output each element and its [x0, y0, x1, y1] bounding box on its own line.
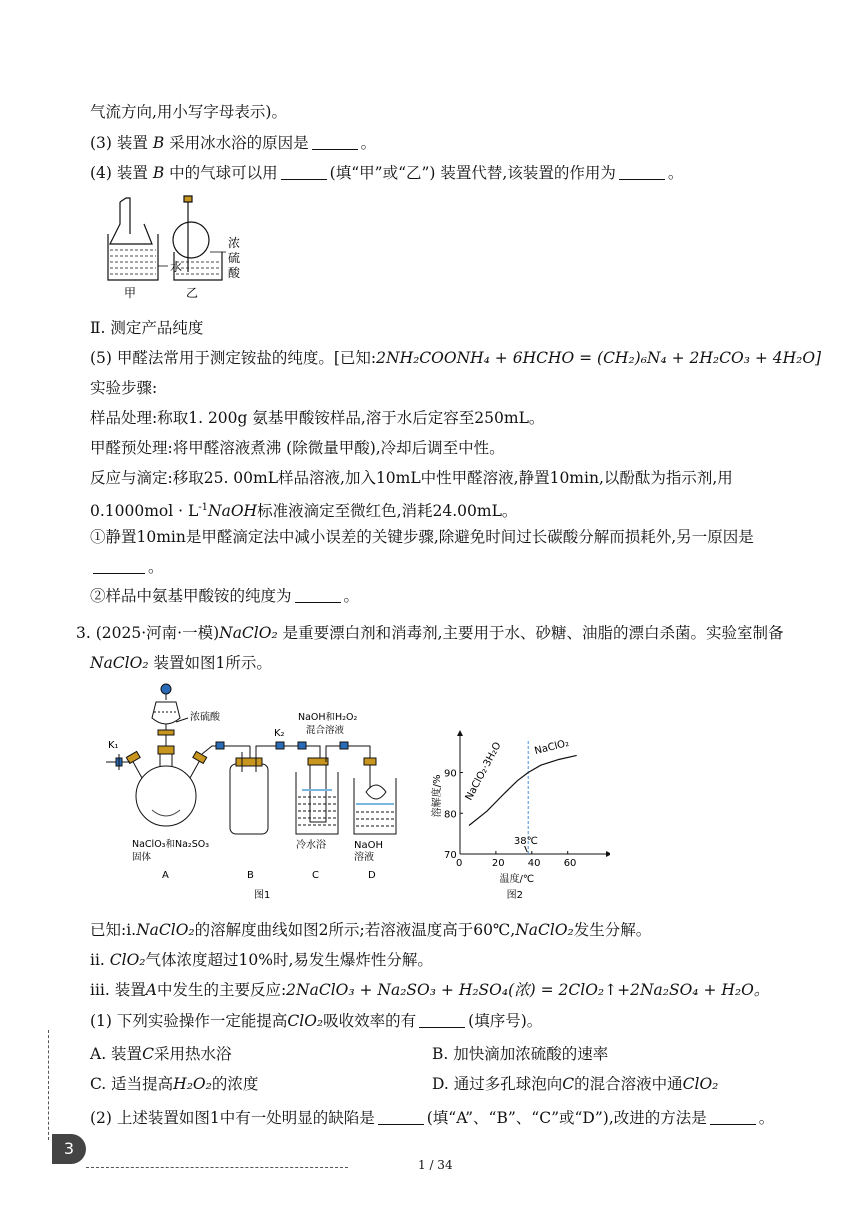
- bottle-B: [230, 752, 268, 834]
- tube-C-to-D: [326, 742, 370, 792]
- answer-blank[interactable]: [93, 559, 145, 574]
- x-axis-arrow: [606, 851, 610, 857]
- round-flask-A: [126, 746, 206, 826]
- part-1-question: (1) 下列实验操作一定能提高ClO₂吸收效率的有 (填序号)。: [90, 1012, 543, 1030]
- text-line-1: 气流方向,用小写字母表示)。: [90, 103, 287, 121]
- x-tick-label: 20: [491, 858, 505, 869]
- answer-blank[interactable]: [295, 588, 341, 603]
- y-axis-arrow: [457, 730, 463, 736]
- reaction-step-2: $0.1000mol \cdot L^{-1}NaOH$标准液滴定至微红色,消耗24.00mL。: [90, 502, 518, 521]
- known-i: 已知:ⅰ.NaClO₂的溶解度曲线如图2所示;若溶液温度高于60℃,NaClO₂发生分解。: [90, 921, 652, 939]
- pretreat-step: 甲醛预处理:将甲醛溶液煮沸 (除微量甲酸),冷却后调至中性。: [90, 439, 505, 457]
- valve-K1: [106, 754, 130, 770]
- x-tick-label: 60: [563, 858, 577, 869]
- label-naoh-1: NaOH: [354, 840, 383, 851]
- answer-blank[interactable]: [419, 1013, 465, 1028]
- answer-blank[interactable]: [619, 165, 665, 180]
- answer-blank[interactable]: [312, 135, 358, 150]
- series-label: NaClO₂·3H₂O: [463, 740, 504, 803]
- label-k2: K₂: [274, 728, 285, 739]
- sample-step: 样品处理:称取1. 200g 氨基甲酸铵样品,溶于水后定容至250mL。: [90, 409, 545, 427]
- part-2-question: (2) 上述装置如图1中有一处明显的缺陷是 (填“A”、“B”、“C”或“D”),改进的方法是 。: [90, 1109, 775, 1127]
- answer-blank[interactable]: [281, 165, 327, 180]
- known-iii: ⅲ. 装置A中发生的主要反应:2NaClO₃ + Na₂SO₃ + H₂SO₄(浓) = 2ClO₂↑+2Na₂SO₄ + H₂O。: [90, 981, 770, 999]
- label-water: 水: [170, 260, 183, 274]
- label-C: C: [312, 870, 319, 881]
- figure-1-apparatus: [102, 682, 402, 904]
- label-yi: 乙: [186, 286, 199, 300]
- answer-blank[interactable]: [710, 1110, 756, 1125]
- dashed-footer-line: [86, 1167, 348, 1168]
- label-mix-1: NaOH和H₂O₂: [298, 712, 358, 723]
- label-acid-2: 硫: [228, 251, 241, 265]
- label-D: D: [368, 870, 376, 881]
- label-B: B: [247, 870, 254, 881]
- question-3-heading: 3. (2025·河南·一模)NaClO₂ 是重要漂白剂和消毒剂,主要用于水、砂糖、油脂的漂白杀菌。实验室制备: [76, 624, 784, 642]
- option-C[interactable]: C. 适当提高H₂O₂的浓度: [90, 1075, 259, 1093]
- separatory-funnel: [152, 684, 188, 750]
- known-ii: ⅱ. ClO₂气体浓度超过10%时,易发生爆炸性分解。: [90, 951, 433, 969]
- option-D[interactable]: D. 通过多孔球泡向C的混合溶液中通ClO₂: [432, 1075, 719, 1093]
- section-2-heading: Ⅱ. 测定产品纯度: [90, 319, 204, 337]
- label-acid-1: 浓: [228, 236, 241, 250]
- answer-blank[interactable]: [378, 1110, 424, 1125]
- apparatus-jia-yi-figure: [100, 192, 260, 302]
- question-5-line: (5) 甲醛法常用于测定铵盐的纯度。[已知:2NH₂COONH₄ + 6HCHO = (CH₂)₆N₄ + 2H₂CO₃ + 4H₂O]: [90, 349, 822, 367]
- question-3-line: (3) 装置 B 采用冰水浴的原因是 。: [90, 134, 377, 152]
- label-solid-2: 固体: [132, 852, 152, 863]
- page-section-tab: 3: [52, 1134, 86, 1164]
- question-4-line: (4) 装置 B 中的气球可以用 (填“甲”或“乙”) 装置代替,该装置的作用为 。: [90, 164, 684, 182]
- x-tick-label: 0: [456, 858, 463, 869]
- x-axis-label: 温度/℃: [499, 874, 535, 885]
- sub-question-1: ①静置10min是甲醛滴定法中减小误差的关键步骤,除避免时间过长碳酸分解而损耗外,另一原因是: [90, 528, 754, 546]
- series-label: NaClO₂: [533, 737, 571, 758]
- y-tick-label: 70: [444, 850, 457, 861]
- y-axis-label: 溶解度/%: [432, 774, 443, 818]
- x-tick-label: 40: [527, 858, 541, 869]
- beaker-D: [354, 758, 396, 834]
- page-number: 1 / 34: [418, 1158, 453, 1172]
- label-acid-3: 酸: [228, 266, 241, 280]
- series-line: [528, 755, 576, 772]
- label-solid-1: NaClO₃和Na₂SO₃: [132, 839, 210, 850]
- label-naoh-2: 溶液: [354, 852, 374, 863]
- label-jia: 甲: [124, 286, 137, 300]
- steps-heading: 实验步骤:: [90, 379, 158, 397]
- reaction-step-1: 反应与滴定:移取25. 00mL样品溶液,加入10mL中性甲醛溶液,静置10min,以酚酞为指示剂,用: [90, 469, 733, 487]
- option-A[interactable]: A. 装置C采用热水浴: [90, 1045, 232, 1063]
- annotation-label: 38℃: [513, 836, 538, 847]
- figure-1-caption: 图1: [254, 890, 271, 901]
- label-k1: K₁: [108, 740, 119, 751]
- sub-question-1-blank: 。: [90, 557, 164, 577]
- label-mix-2: 混合溶液: [306, 725, 345, 736]
- figure-2-solubility-chart: [430, 730, 610, 902]
- label-A: A: [162, 870, 169, 881]
- option-B[interactable]: B. 加快滴加浓硫酸的速率: [432, 1045, 609, 1063]
- sub-question-2: ②样品中氨基甲酸铵的纯度为 。: [90, 587, 360, 605]
- y-tick-label: 90: [444, 768, 457, 780]
- dashed-margin-line: [48, 1030, 49, 1140]
- question-3-heading-2: NaClO₂ 装置如图1所示。: [90, 654, 272, 672]
- figure-2-caption: 图2: [506, 890, 524, 901]
- label-cold-bath: 冷水浴: [296, 840, 326, 851]
- beaker-C: [296, 758, 338, 834]
- y-tick-label: 80: [444, 809, 457, 821]
- water-lines-jia: [110, 250, 168, 274]
- label-conc-acid: 浓硫酸: [190, 712, 220, 723]
